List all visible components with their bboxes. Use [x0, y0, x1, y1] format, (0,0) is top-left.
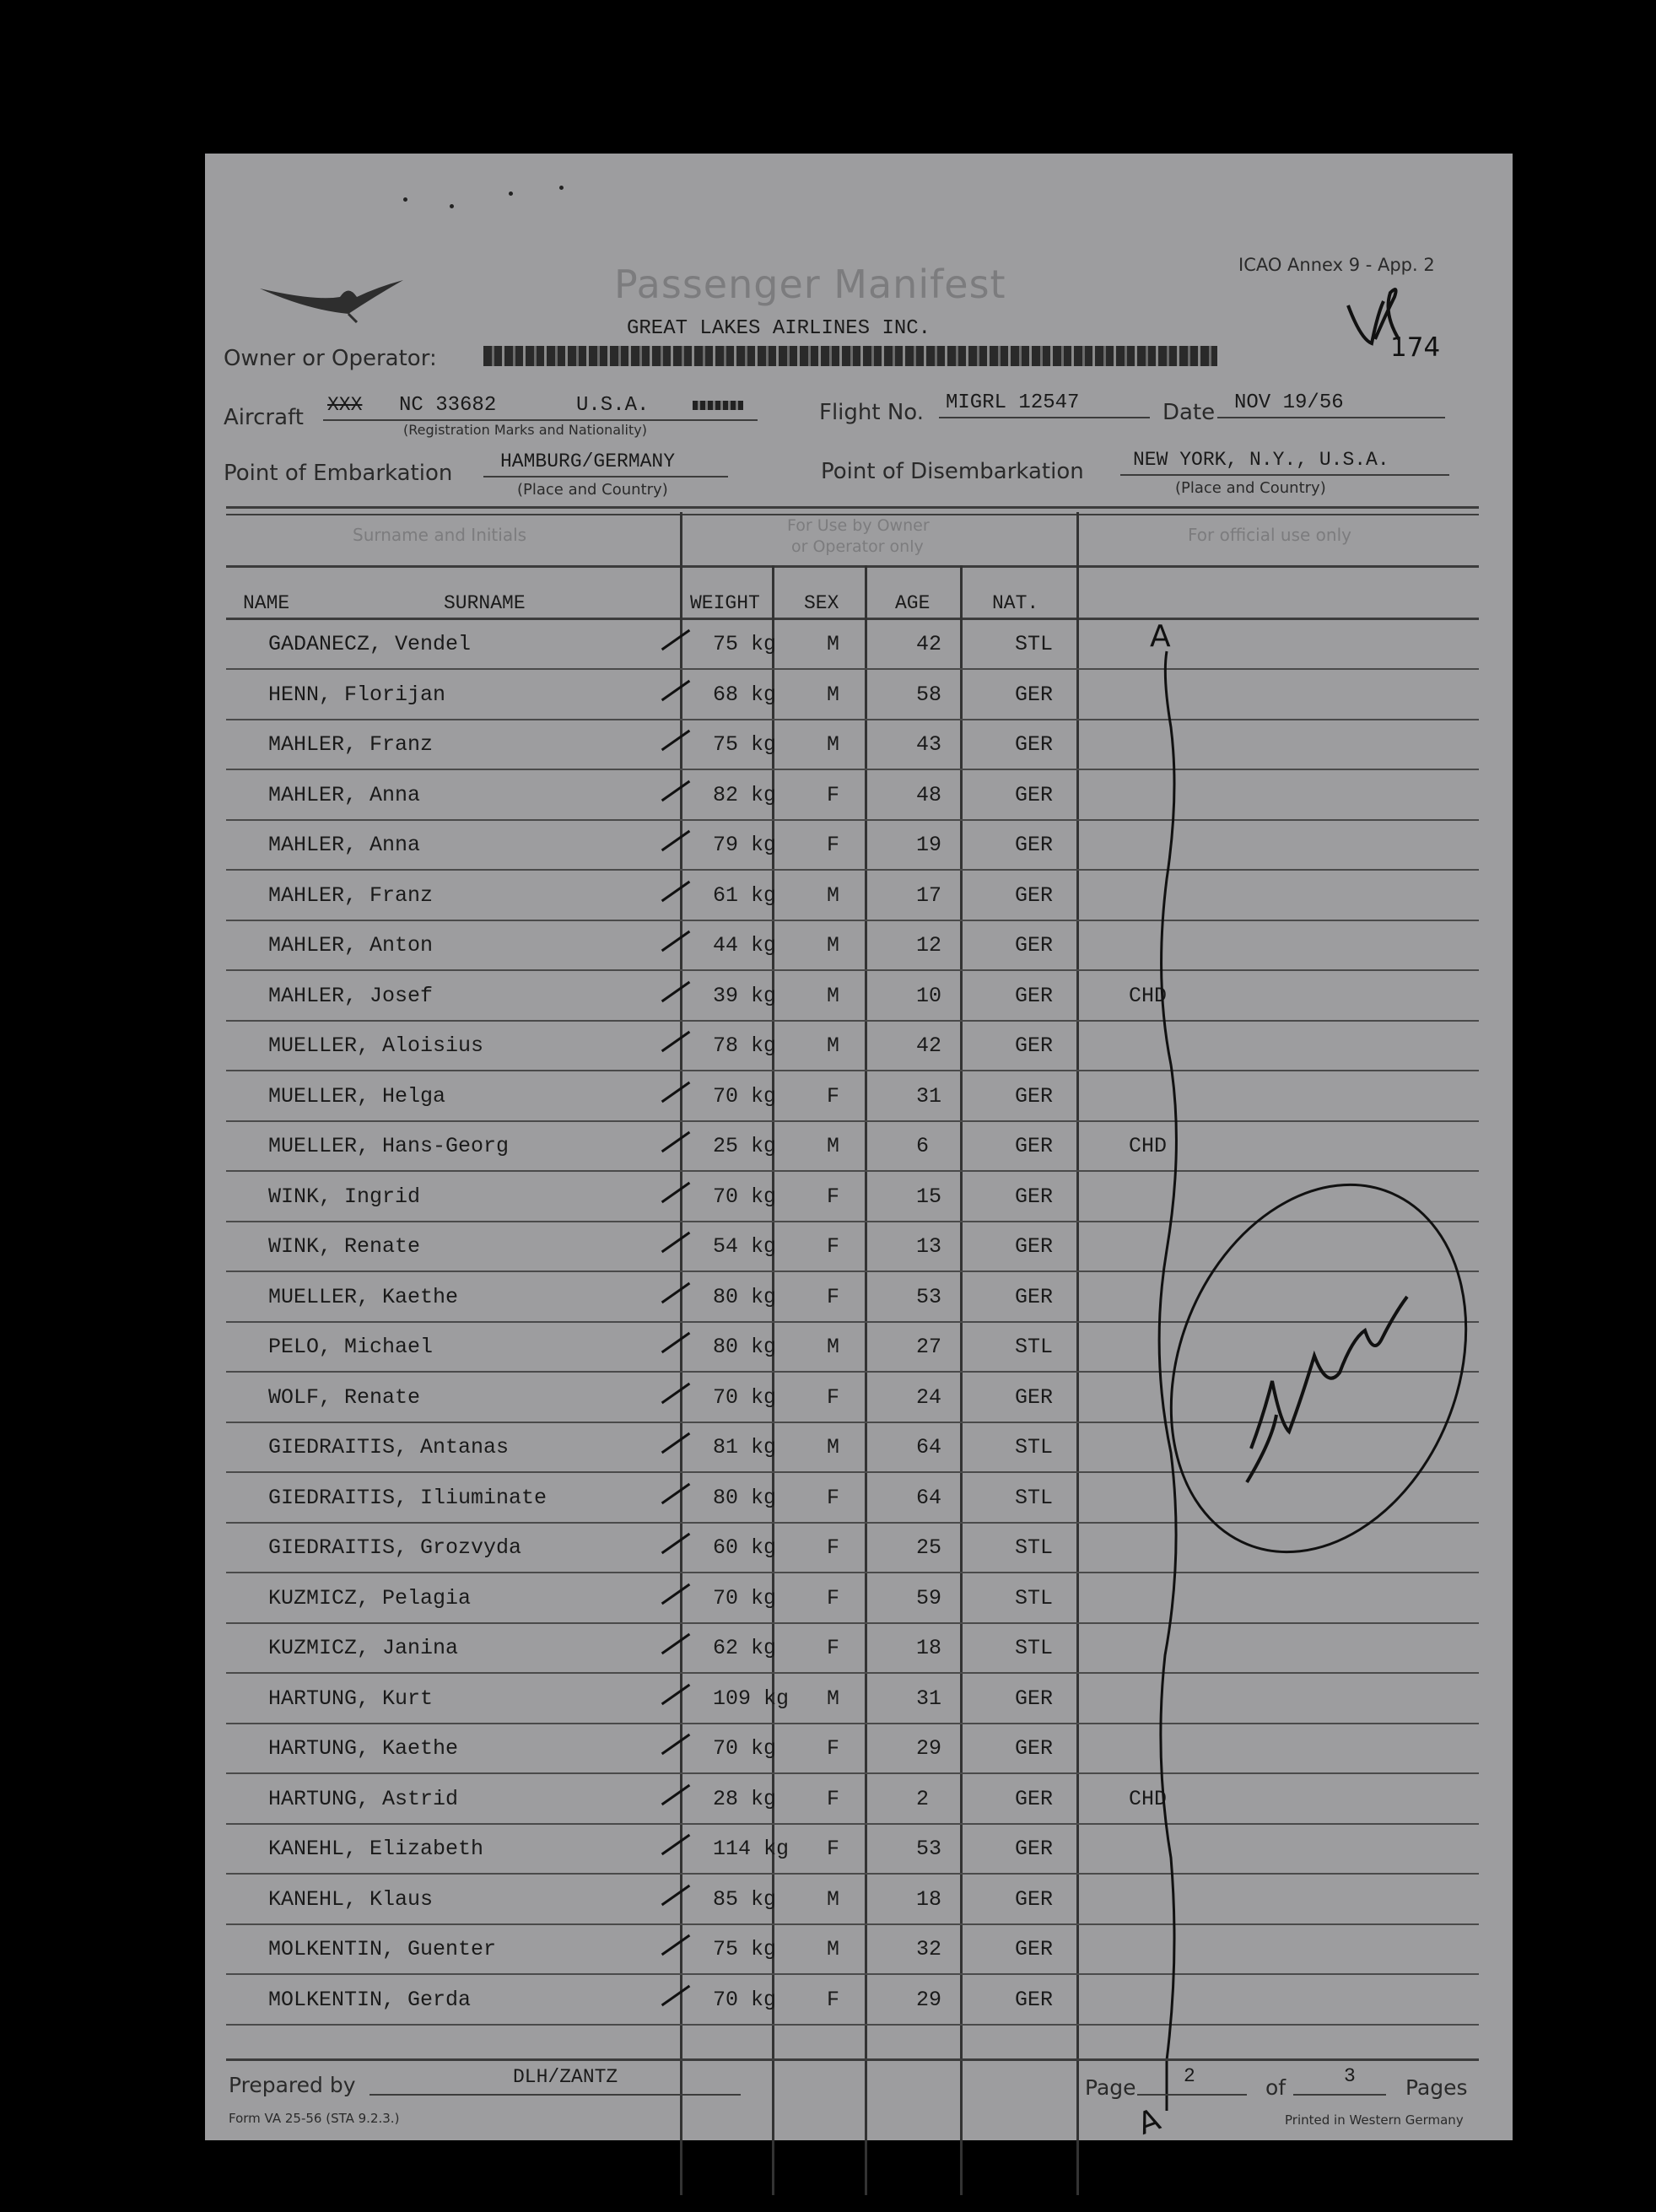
table-row	[226, 1724, 1479, 1774]
check-mark	[661, 1633, 690, 1654]
speck	[509, 192, 513, 196]
passenger-sex: F	[827, 1384, 840, 1410]
passenger-sex: F	[827, 1636, 840, 1660]
passenger-name: PELO, Michael	[268, 1335, 434, 1359]
passenger-name: KUZMICZ, Janina	[268, 1636, 459, 1660]
footer-rule	[226, 2058, 1479, 2061]
passenger-age: 24	[916, 1384, 942, 1410]
passenger-name: HARTUNG, Kurt	[268, 1686, 434, 1711]
disembarkation-label: Point of Disembarkation	[821, 459, 1084, 484]
check-mark	[661, 1232, 690, 1253]
passenger-nationality: GER	[1015, 682, 1054, 707]
passenger-nationality: GER	[1015, 833, 1054, 857]
passenger-age: 6	[916, 1134, 930, 1158]
passenger-weight: 61 kg	[713, 882, 777, 908]
col-header-nat: NAT.	[992, 592, 1039, 614]
flight-number: MIGRL 12547	[946, 391, 1080, 414]
check-mark	[661, 1934, 690, 1956]
passenger-weight: 70 kg	[713, 1184, 777, 1209]
col-header-name: NAME	[243, 592, 290, 614]
check-mark	[661, 1382, 690, 1403]
table-row	[226, 1574, 1479, 1624]
passenger-weight: 70 kg	[713, 1987, 777, 2012]
passenger-nationality: GER	[1015, 1886, 1054, 1912]
passenger-nationality: GER	[1015, 882, 1054, 908]
passenger-sex: M	[827, 933, 840, 958]
passenger-weight: 70 kg	[713, 1083, 777, 1109]
page-label: Page	[1085, 2075, 1136, 2100]
aircraft-label: Aircraft	[224, 405, 304, 430]
passenger-weight: 54 kg	[713, 1234, 777, 1259]
passenger-weight: 62 kg	[713, 1636, 777, 1660]
passenger-nationality: STL	[1015, 1636, 1054, 1660]
table-row	[226, 871, 1479, 921]
col-header-sex: SEX	[804, 592, 839, 614]
page-number: 2	[1184, 2065, 1195, 2087]
table-row	[226, 1122, 1479, 1172]
table-row	[226, 821, 1479, 871]
prepared-by: DLH/ZANTZ	[513, 2066, 618, 2088]
disembarkation-place: NEW YORK, N.Y., U.S.A.	[1133, 449, 1389, 471]
table-row	[226, 671, 1479, 720]
passenger-age: 42	[916, 1033, 942, 1058]
struck-out-word	[693, 401, 743, 410]
passenger-sex: F	[827, 1184, 840, 1209]
passenger-age: 32	[916, 1937, 942, 1961]
check-mark	[661, 1884, 690, 1905]
passenger-age: 18	[916, 1636, 942, 1660]
manifest-sheet	[205, 154, 1513, 2140]
passenger-nationality: STL	[1015, 1485, 1054, 1510]
group-header-official: For official use only	[1188, 525, 1351, 545]
of-label: of	[1265, 2075, 1287, 2100]
aircraft-struck-text: XXX	[327, 394, 363, 416]
passenger-sex: M	[827, 1886, 840, 1912]
passenger-weight: 75 kg	[713, 732, 777, 757]
prepared-by-label: Prepared by	[229, 2073, 356, 2097]
col-header-age: AGE	[895, 592, 930, 614]
passenger-weight: 70 kg	[713, 1384, 777, 1410]
passenger-sex: M	[827, 732, 840, 757]
speck	[450, 204, 454, 208]
passenger-weight: 28 kg	[713, 1786, 777, 1811]
passenger-age: 48	[916, 782, 942, 807]
passenger-name: HENN, Florijan	[268, 682, 446, 707]
bracket-mark-top: A	[1150, 619, 1171, 654]
passenger-name: MUELLER, Kaethe	[268, 1284, 459, 1309]
passenger-name: GIEDRAITIS, Iliuminate	[268, 1485, 548, 1510]
passenger-name: WINK, Ingrid	[268, 1184, 421, 1209]
passenger-sex: F	[827, 1585, 840, 1610]
group-header-name: Surname and Initials	[353, 525, 527, 545]
passenger-sex: F	[827, 1987, 840, 2012]
passenger-name: MAHLER, Anton	[268, 933, 434, 958]
passenger-name: MUELLER, Hans-Georg	[268, 1134, 510, 1158]
passenger-nationality: GER	[1015, 1937, 1054, 1961]
passenger-sex: F	[827, 1837, 840, 1861]
passenger-nationality: GER	[1015, 732, 1054, 757]
speck	[403, 197, 407, 202]
passenger-nationality: GER	[1015, 1033, 1054, 1058]
passenger-sex: F	[827, 1786, 840, 1811]
aircraft-nationality: U.S.A.	[576, 394, 650, 417]
group-header-owner-1: For Use by Owner	[787, 516, 930, 535]
passenger-weight: 109 kg	[713, 1686, 790, 1711]
passenger-weight: 85 kg	[713, 1886, 777, 1912]
passenger-sex: M	[827, 983, 840, 1008]
passenger-name: WOLF, Renate	[268, 1384, 421, 1410]
passenger-age: 10	[916, 983, 942, 1008]
passenger-name: MAHLER, Franz	[268, 732, 434, 757]
pages-label: Pages	[1405, 2075, 1468, 2100]
redacted-owner-overstrike	[483, 346, 1217, 366]
table-row	[226, 1072, 1479, 1122]
official-note: CHD	[1129, 1786, 1168, 1811]
embarkation-caption: (Place and Country)	[517, 481, 668, 499]
passenger-sex: F	[827, 782, 840, 807]
passenger-sex: M	[827, 1686, 840, 1711]
table-row	[226, 1775, 1479, 1825]
flight-date: NOV 19/56	[1234, 391, 1344, 414]
passenger-name: MOLKENTIN, Guenter	[268, 1937, 497, 1961]
check-mark	[661, 1583, 690, 1604]
passenger-sex: M	[827, 1033, 840, 1058]
passenger-age: 58	[916, 682, 942, 707]
date-underline	[1217, 417, 1445, 418]
check-mark	[661, 629, 690, 650]
table-top-rule-2	[226, 514, 1479, 515]
passenger-nationality: STL	[1015, 1535, 1054, 1560]
passenger-weight: 80 kg	[713, 1335, 777, 1359]
table-row	[226, 1675, 1479, 1724]
check-mark	[661, 880, 690, 901]
passenger-name: GADANECZ, Vendel	[268, 632, 472, 656]
table-row	[226, 1624, 1479, 1674]
flight-underline	[939, 417, 1150, 418]
passenger-nationality: GER	[1015, 1284, 1054, 1309]
passenger-weight: 25 kg	[713, 1134, 777, 1158]
passenger-age: 18	[916, 1886, 942, 1912]
passenger-age: 15	[916, 1184, 942, 1209]
passenger-weight: 75 kg	[713, 1937, 777, 1961]
check-mark	[661, 931, 690, 952]
speck	[559, 186, 564, 190]
table-row	[226, 1875, 1479, 1925]
passenger-age: 42	[916, 632, 942, 656]
check-mark	[661, 1181, 690, 1202]
passenger-age: 12	[916, 933, 942, 958]
passenger-nationality: GER	[1015, 1686, 1054, 1711]
document-title: Passenger Manifest	[614, 262, 1006, 307]
check-mark	[661, 980, 690, 1001]
oval-signature-stamp	[1154, 1170, 1491, 1567]
passenger-nationality: GER	[1015, 782, 1054, 807]
passenger-nationality: GER	[1015, 1184, 1054, 1209]
table-row	[226, 972, 1479, 1022]
flight-label: Flight No.	[819, 400, 925, 425]
aircraft-registration: NC 33682	[399, 394, 497, 417]
check-mark	[661, 1533, 690, 1554]
passenger-age: 19	[916, 833, 942, 857]
aircraft-underline	[323, 419, 758, 421]
passenger-name: MAHLER, Anna	[268, 782, 421, 807]
passenger-weight: 80 kg	[713, 1284, 777, 1309]
passenger-weight: 78 kg	[713, 1033, 777, 1058]
passenger-name: WINK, Renate	[268, 1234, 421, 1259]
passenger-sex: F	[827, 1736, 840, 1761]
passenger-weight: 82 kg	[713, 782, 777, 807]
check-mark	[661, 1281, 690, 1303]
check-mark	[661, 780, 690, 801]
table-row	[226, 1976, 1479, 2026]
official-note: CHD	[1129, 983, 1168, 1008]
passenger-name: MAHLER, Josef	[268, 983, 434, 1008]
passenger-name: MAHLER, Franz	[268, 882, 434, 908]
date-label: Date	[1162, 400, 1216, 425]
registration-caption: (Registration Marks and Nationality)	[403, 422, 647, 438]
embarkation-label: Point of Embarkation	[224, 461, 453, 486]
check-mark	[661, 1984, 690, 2005]
passenger-age: 43	[916, 732, 942, 757]
passenger-sex: M	[827, 682, 840, 707]
passenger-name: HARTUNG, Astrid	[268, 1786, 459, 1811]
passenger-age: 31	[916, 1686, 942, 1711]
pages-underline	[1293, 2094, 1386, 2096]
passenger-nationality: GER	[1015, 1134, 1054, 1158]
check-mark	[661, 1834, 690, 1855]
passenger-name: GIEDRAITIS, Antanas	[268, 1435, 510, 1459]
passenger-age: 53	[916, 1284, 942, 1309]
passenger-sex: F	[827, 1234, 840, 1259]
passenger-nationality: STL	[1015, 1435, 1054, 1459]
passenger-sex: M	[827, 1134, 840, 1158]
printed-in: Printed in Western Germany	[1285, 2112, 1464, 2128]
check-mark	[661, 830, 690, 851]
check-mark	[661, 1482, 690, 1503]
passenger-weight: 68 kg	[713, 682, 777, 707]
passenger-nationality: STL	[1015, 632, 1054, 656]
passenger-age: 64	[916, 1435, 942, 1459]
table-row	[226, 771, 1479, 821]
passenger-weight: 39 kg	[713, 983, 777, 1008]
passenger-nationality: GER	[1015, 933, 1054, 958]
disembarkation-caption: (Place and Country)	[1175, 479, 1326, 497]
passenger-sex: M	[827, 882, 840, 908]
passenger-name: HARTUNG, Kaethe	[268, 1736, 459, 1761]
passenger-age: 29	[916, 1987, 942, 2012]
passenger-name: KANEHL, Elizabeth	[268, 1837, 484, 1861]
passenger-age: 53	[916, 1837, 942, 1861]
prepared-by-underline	[369, 2094, 741, 2096]
passenger-name: MAHLER, Anna	[268, 833, 421, 857]
group-header-rule	[226, 565, 1479, 568]
passenger-age: 64	[916, 1485, 942, 1510]
group-header-owner-2: or Operator only	[791, 537, 924, 556]
passenger-weight: 81 kg	[713, 1435, 777, 1459]
airline-crane-logo	[256, 263, 407, 331]
official-note: CHD	[1129, 1134, 1168, 1158]
table-top-rule	[226, 506, 1479, 509]
passenger-age: 29	[916, 1736, 942, 1761]
check-mark	[661, 1081, 690, 1102]
table-row	[226, 720, 1479, 770]
passenger-nationality: GER	[1015, 1736, 1054, 1761]
col-header-surname: SURNAME	[444, 592, 526, 614]
passenger-sex: M	[827, 632, 840, 656]
icao-annex-ref: ICAO Annex 9 - App. 2	[1238, 255, 1435, 275]
table-row	[226, 921, 1479, 971]
passenger-nationality: GER	[1015, 983, 1054, 1008]
passenger-sex: F	[827, 1485, 840, 1510]
passenger-sex: M	[827, 1937, 840, 1961]
passenger-age: 25	[916, 1535, 942, 1560]
passenger-weight: 44 kg	[713, 933, 777, 958]
handwritten-page-number: 174	[1390, 332, 1441, 363]
passenger-weight: 80 kg	[713, 1485, 777, 1510]
total-pages: 3	[1344, 2065, 1356, 2087]
passenger-nationality: GER	[1015, 1837, 1054, 1861]
form-number: Form VA 25-56 (STA 9.2.3.)	[229, 2111, 400, 2126]
check-mark	[661, 679, 690, 700]
passenger-sex: F	[827, 1083, 840, 1109]
check-mark	[661, 1031, 690, 1052]
passenger-nationality: GER	[1015, 1234, 1054, 1259]
check-mark	[661, 1683, 690, 1704]
passenger-nationality: GER	[1015, 1987, 1054, 2012]
passenger-name: KANEHL, Klaus	[268, 1886, 434, 1912]
passenger-nationality: GER	[1015, 1083, 1054, 1109]
embarkation-place: HAMBURG/GERMANY	[500, 450, 676, 472]
table-row	[226, 1925, 1479, 1975]
table-row	[226, 1022, 1479, 1071]
check-mark	[661, 1332, 690, 1353]
passenger-name: KUZMICZ, Pelagia	[268, 1585, 472, 1610]
passenger-age: 31	[916, 1083, 942, 1109]
passenger-age: 17	[916, 882, 942, 908]
company-name: GREAT LAKES AIRLINES INC.	[627, 317, 931, 340]
passenger-name: MOLKENTIN, Gerda	[268, 1987, 472, 2012]
passenger-sex: F	[827, 1535, 840, 1560]
passenger-name: MUELLER, Helga	[268, 1083, 446, 1109]
passenger-weight: 60 kg	[713, 1535, 777, 1560]
disembarkation-underline	[1120, 474, 1449, 476]
passenger-sex: F	[827, 833, 840, 857]
check-mark	[661, 1783, 690, 1805]
bracket-mark-bottom: A	[1133, 2102, 1165, 2142]
passenger-sex: F	[827, 1284, 840, 1309]
passenger-weight: 114 kg	[713, 1837, 790, 1861]
passenger-age: 2	[916, 1786, 930, 1811]
passenger-nationality: STL	[1015, 1335, 1054, 1359]
check-mark	[661, 1432, 690, 1454]
check-mark	[661, 730, 690, 751]
passenger-name: MUELLER, Aloisius	[268, 1033, 484, 1058]
table-row	[226, 620, 1479, 670]
passenger-nationality: STL	[1015, 1585, 1054, 1610]
passenger-nationality: GER	[1015, 1786, 1054, 1811]
passenger-weight: 70 kg	[713, 1736, 777, 1761]
passenger-sex: M	[827, 1435, 840, 1459]
passenger-weight: 79 kg	[713, 833, 777, 857]
row-rule	[226, 2024, 1479, 2026]
check-mark	[661, 1131, 690, 1152]
check-mark	[661, 1734, 690, 1755]
passenger-weight: 75 kg	[713, 632, 777, 656]
passenger-name: GIEDRAITIS, Grozvyda	[268, 1535, 522, 1560]
passenger-age: 13	[916, 1234, 942, 1259]
passenger-sex: M	[827, 1335, 840, 1359]
passenger-age: 27	[916, 1335, 942, 1359]
table-row	[226, 1825, 1479, 1875]
passenger-age: 59	[916, 1585, 942, 1610]
embarkation-underline	[483, 476, 728, 477]
page-underline	[1137, 2094, 1247, 2096]
passenger-nationality: GER	[1015, 1384, 1054, 1410]
passenger-weight: 70 kg	[713, 1585, 777, 1610]
col-header-weight: WEIGHT	[690, 592, 760, 614]
owner-label: Owner or Operator:	[224, 346, 437, 371]
